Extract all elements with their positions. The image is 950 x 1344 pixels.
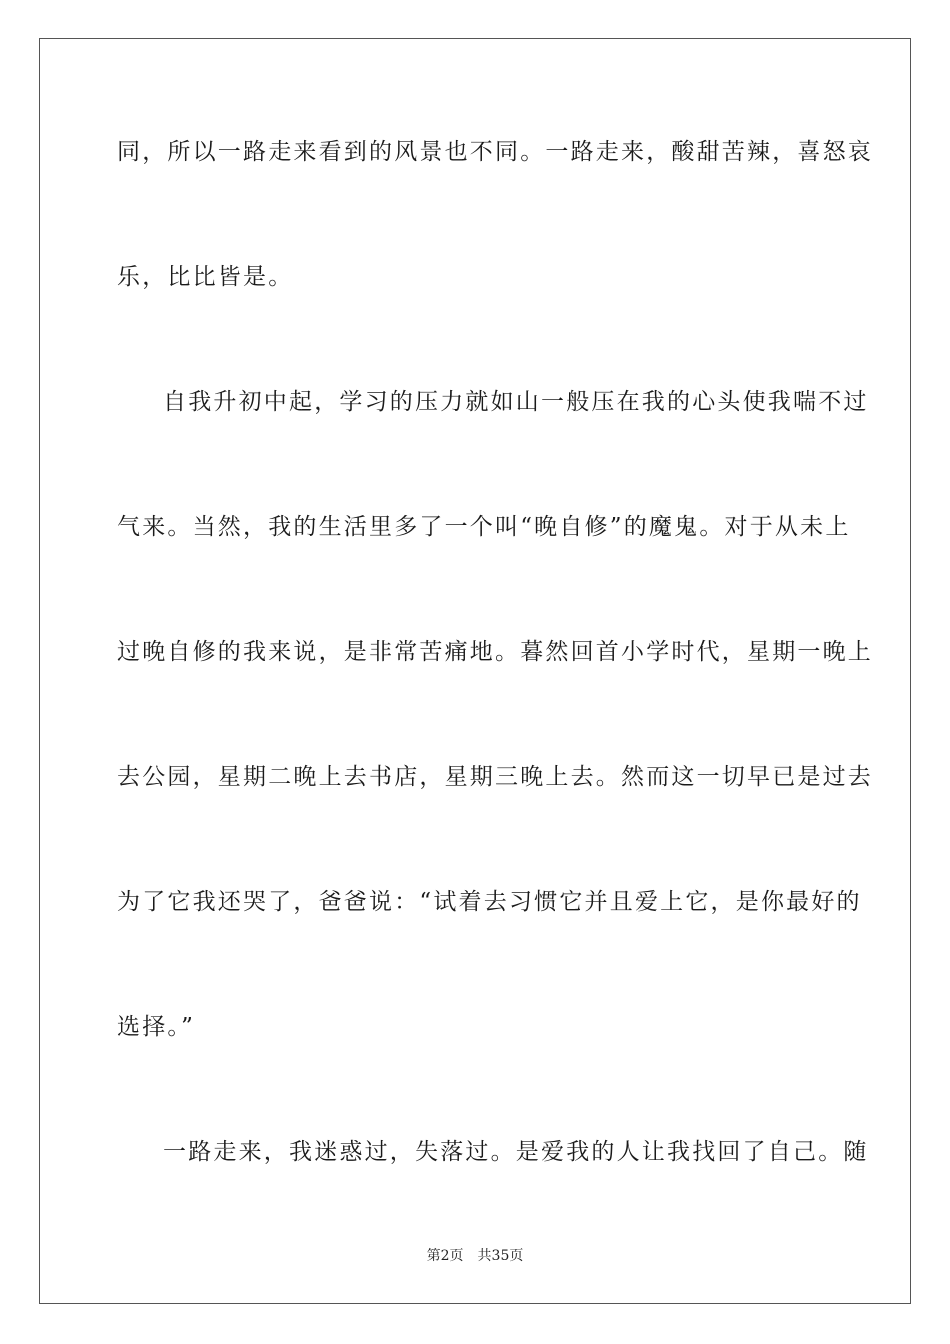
page-total: 共35页 [477, 1248, 524, 1264]
text-line: 气来。当然，我的生活里多了一个叫“晚自修”的魔鬼。对于从未上 [117, 514, 851, 540]
text-line: 同，所以一路走来看到的风景也不同。一路走来，酸甜苦辣，喜怒哀 [117, 139, 873, 165]
page-number: 第2页 [426, 1248, 464, 1264]
text-line: 乐，比比皆是。 [117, 264, 294, 290]
paragraph-first-line: 自我升初中起，学习的压力就如山一般压在我的心头使我喘不过 [163, 389, 869, 415]
paragraph-first-line: 一路走来，我迷惑过，失落过。是爱我的人让我找回了自己。随 [163, 1139, 869, 1165]
text-line: 过晚自修的我来说，是非常苦痛地。暮然回首小学时代，星期一晚上 [117, 639, 873, 665]
text-line: 选择。” [117, 1014, 196, 1040]
text-line: 为了它我还哭了，爸爸说：“试着去习惯它并且爱上它，是你最好的 [117, 889, 862, 915]
page-frame [39, 38, 911, 1304]
page-footer [0, 1246, 950, 1266]
text-line: 去公园，星期二晚上去书店，星期三晚上去。然而这一切早已是过去 [117, 764, 873, 790]
